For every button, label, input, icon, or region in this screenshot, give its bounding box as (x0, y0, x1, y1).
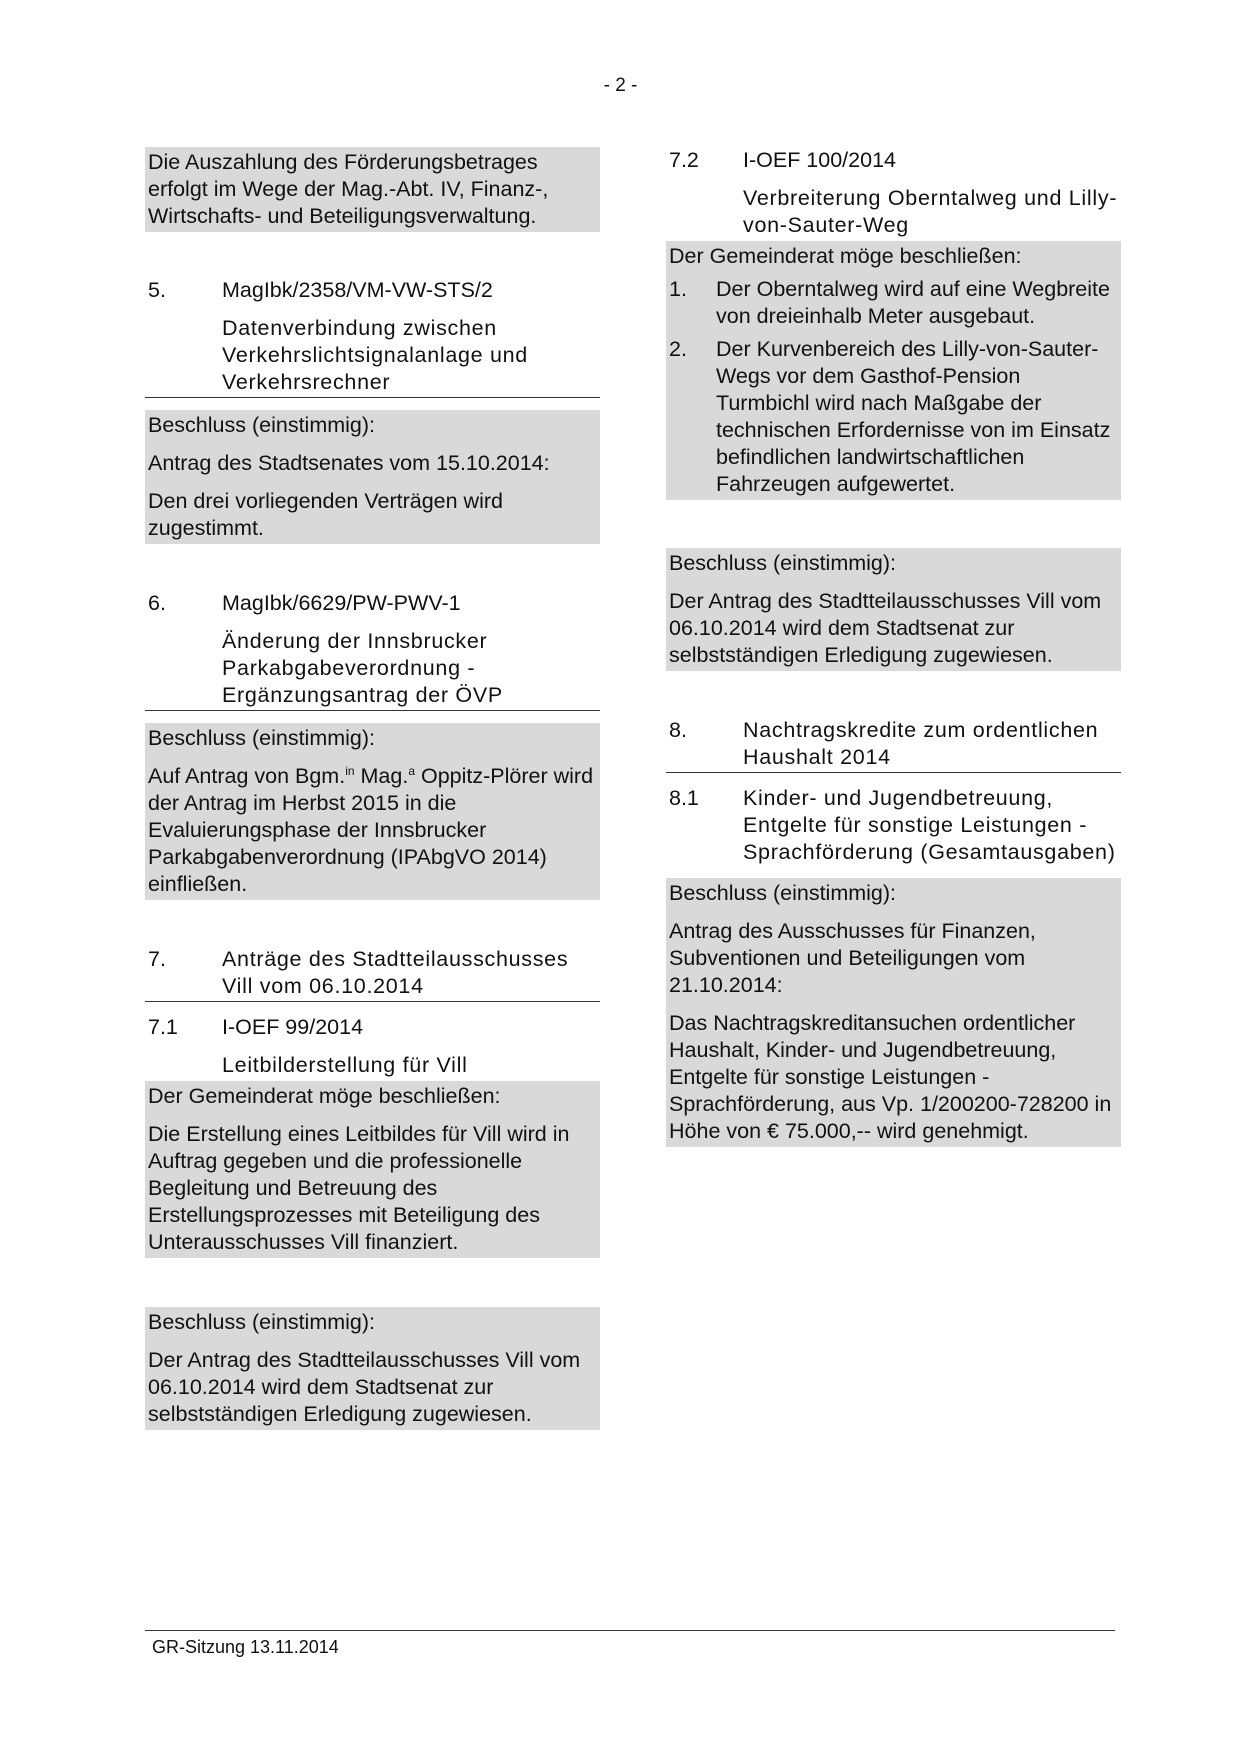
item-title: Anträge des Stadtteilausschusses Vill vom 06.10.2014 (222, 947, 569, 998)
motion-box (666, 241, 1121, 500)
item-number: 6. (148, 591, 166, 615)
point-text: Der Kurvenbereich des Lilly-von-Sauter-Wegs vor dem Gasthof-Pension Turmbichl wird nach Maßgabe der technischen Erfordernisse von im Einsatz befindlichen landwirtschaftlichen Fahrzeugen aufgewertet. (716, 337, 1111, 496)
motion-label: Der Gemeinderat möge beschließen: (148, 1084, 501, 1108)
item-reference: I-OEF 99/2014 (222, 1015, 364, 1039)
point-number: 1. (669, 277, 687, 301)
decision-label: Beschluss (einstimmig): (669, 551, 896, 575)
intro-box (145, 147, 600, 232)
decision-box (145, 410, 600, 544)
decision-text: Der Antrag des Stadtteilausschusses Vill vom 06.10.2014 wird dem Stadtsenat zur selbstständigen Erledigung zugewiesen. (148, 1348, 581, 1426)
item-reference: I-OEF 100/2014 (743, 148, 896, 172)
motion-point (669, 276, 1117, 330)
item-5 (145, 277, 600, 544)
decision-label: Beschluss (einstimmig): (148, 726, 375, 750)
item-8-1 (666, 785, 1121, 1147)
motion-label: Der Gemeinderat möge beschließen: (669, 244, 1022, 268)
item-number: 7. (148, 947, 166, 971)
decision-box (666, 878, 1121, 1147)
item-title: Verbreiterung Oberntalweg und Lilly-von-Sauter-Weg (743, 186, 1118, 237)
point-text: Der Oberntalweg wird auf eine Wegbreite von dreieinhalb Meter ausgebaut. (716, 277, 1110, 328)
item-title: Kinder- und Jugendbetreuung, Entgelte für sonstige Leistungen - Sprachförderung (Gesamtausgaben) (743, 786, 1116, 864)
decision-label: Beschluss (einstimmig): (669, 881, 896, 905)
item-8 (666, 717, 1121, 773)
item-title: Datenverbindung zwischen Verkehrslichtsignalanlage und Verkehrsrechner (145, 315, 600, 398)
motion-point (669, 336, 1117, 498)
item-number: 8. (669, 718, 687, 742)
decision-label: Beschluss (einstimmig): (148, 1310, 375, 1334)
decision-label: Beschluss (einstimmig): (148, 413, 375, 437)
decision-source: Antrag des Stadtsenates vom 15.10.2014: (148, 451, 550, 475)
item-title: Änderung der Innsbrucker Parkabgabeverordnung - Ergänzungsantrag der ÖVP (145, 628, 600, 711)
item-title: Nachtragskredite zum ordentlichen Haushalt 2014 (743, 718, 1099, 769)
item-number: 7.2 (669, 148, 699, 172)
left-column (145, 147, 600, 1430)
decision-box (145, 1307, 600, 1430)
item-number: 8.1 (669, 786, 699, 810)
page-number: - 2 - (603, 75, 638, 96)
intro-text: Die Auszahlung des Förderungsbetrages erfolgt im Wege der Mag.-Abt. IV, Finanz-, Wirtschafts- und Beteiligungsverwaltung. (148, 150, 549, 228)
decision-text: Das Nachtragskreditansuchen ordentlicher Haushalt, Kinder- und Jugendbetreuung, Entgelte für sonstige Leistungen - Sprachförderung, aus Vp. 1/200200-728200 in Höhe von € 75.000,-- wird genehmigt. (669, 1011, 1112, 1143)
decision-text: Auf Antrag von Bgm.$^{in}$ Mag.$^a$ Oppitz-Plörer wird der Antrag im Herbst 2015 in die Evaluierungsphase der Innsbrucker Parkabgabenverordnung (IPAbgVO 2014) einfließen. (148, 763, 594, 896)
item-reference: MagIbk/6629/PW-PWV-1 (222, 591, 461, 615)
item-6 (145, 590, 600, 900)
item-7 (145, 946, 600, 1002)
right-column (666, 147, 1121, 1147)
item-7-1 (145, 1014, 600, 1430)
footer-divider (145, 1630, 1115, 1631)
footer: GR-Sitzung 13.11.2014 (152, 1637, 339, 1657)
decision-text: Den drei vorliegenden Verträgen wird zugestimmt. (148, 489, 503, 540)
motion-box (145, 1081, 600, 1258)
item-7-2 (666, 147, 1121, 671)
decision-source: Antrag des Ausschusses für Finanzen, Subventionen und Beteiligungen vom 21.10.2014: (669, 919, 1036, 997)
decision-box (666, 548, 1121, 671)
motion-text: Die Erstellung eines Leitbildes für Vill wird in Auftrag gegeben und die professionelle Begleitung und Betreuung des Erstellungsprozesses mit Beteiligung des Unterausschusses Vill finanziert. (148, 1122, 570, 1254)
decision-box (145, 723, 600, 900)
item-number: 5. (148, 278, 166, 302)
decision-text: Der Antrag des Stadtteilausschusses Vill vom 06.10.2014 wird dem Stadtsenat zur selbstständigen Erledigung zugewiesen. (669, 589, 1102, 667)
item-title: Leitbilderstellung für Vill (222, 1053, 468, 1077)
point-number: 2. (669, 337, 687, 361)
item-reference: MagIbk/2358/VM-VW-STS/2 (222, 278, 493, 302)
item-number: 7.1 (148, 1015, 178, 1039)
